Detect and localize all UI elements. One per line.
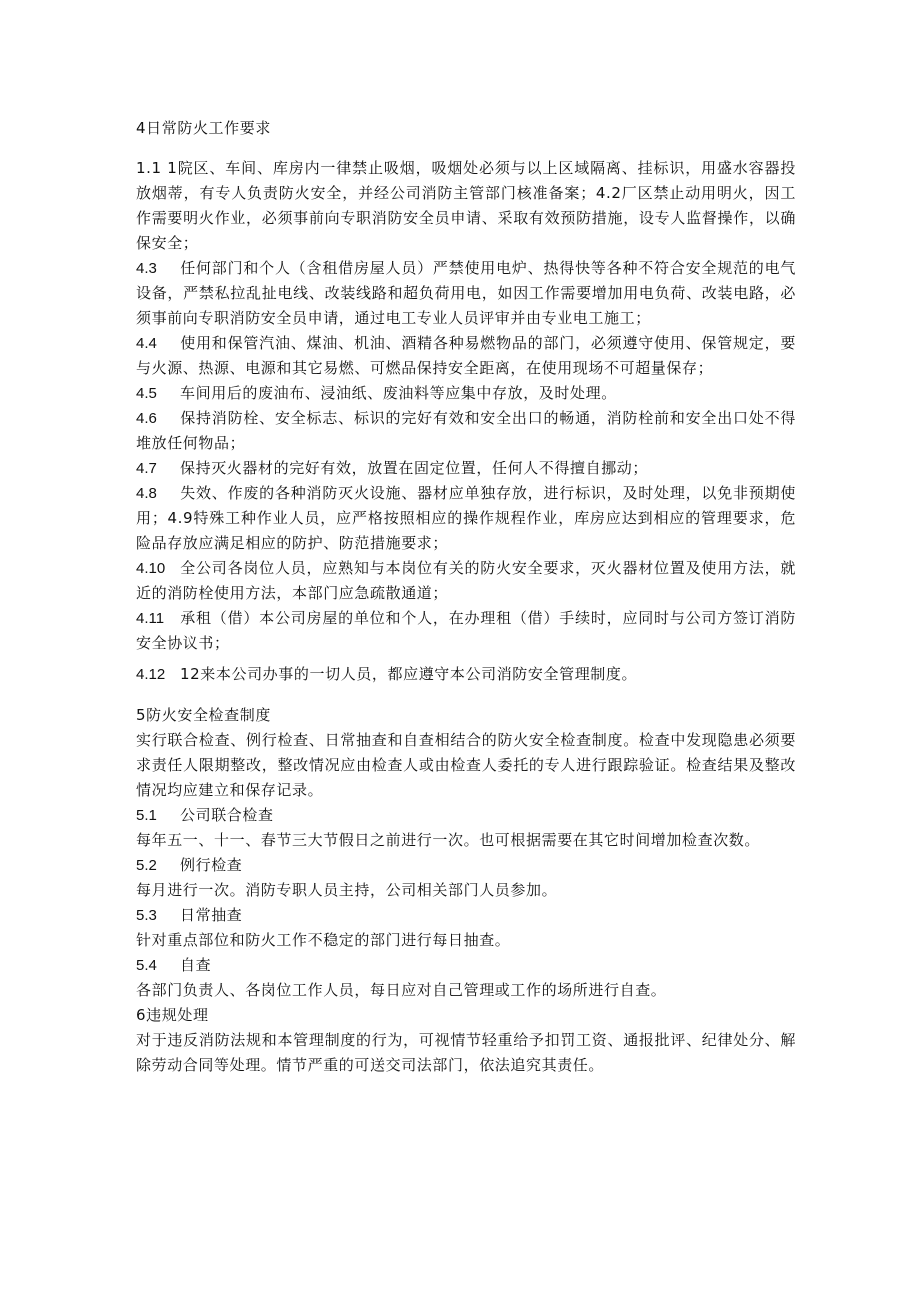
section-6-title: 6违规处理	[136, 1006, 209, 1024]
paragraph-4-3	[136, 256, 796, 331]
subsection-number: 5.3	[136, 907, 157, 924]
item-number: 4.3	[136, 260, 157, 277]
item-text: 车间用后的废油布、浸油纸、废油料等应集中存放，及时处理。	[180, 384, 617, 402]
paragraph-4-12	[136, 662, 796, 687]
section-6-text: 对于违反消防法规和本管理制度的行为，可视情节轻重给予扣罚工资、通报批评、纪律处分、解除劳动合同等处理。情节严重的可送交司法部门，依法追究其责任。	[136, 1031, 796, 1074]
paragraph-4-5	[136, 381, 796, 406]
item-number: 4.12	[136, 666, 166, 683]
subsection-5-3-text: 针对重点部位和防火工作不稳定的部门进行每日抽查。	[136, 931, 511, 949]
item-number: 4.7	[136, 460, 157, 477]
item-text: 使用和保管汽油、煤油、机油、酒精各种易燃物品的部门，必须遵守使用、保管规定，要与火源、热源、电源和其它易燃、可燃品保持安全距离，在使用现场不可超量保存；	[136, 334, 796, 377]
subsection-5-1-title	[136, 803, 796, 828]
item-text: 12来本公司办事的一切人员，都应遵守本公司消防安全管理制度。	[180, 665, 638, 683]
section-5-title: 5防火安全检查制度	[136, 706, 271, 724]
subsection-title: 自查	[180, 956, 212, 974]
item-text: 保持消防栓、安全标志、标识的完好有效和安全出口的畅通，消防栓前和安全出口处不得堆放任何物品；	[136, 409, 796, 452]
paragraph-4-8	[136, 481, 796, 556]
subsection-title: 公司联合检查	[180, 806, 274, 824]
subsection-number: 5.2	[136, 857, 157, 874]
subsection-5-1-text: 每年五一、十一、春节三大节假日之前进行一次。也可根据需要在其它时间增加检查次数。	[136, 831, 761, 849]
paragraph-4-1: 1.1 1院区、车间、库房内一律禁止吸烟，吸烟处必须与以上区域隔离、挂标识，用盛水容器投放烟蒂，有专人负责防火安全，并经公司消防主管部门核准备案；4.2厂区禁止动用明火，因工作需要明火作业，必须事前向专职消防安全员申请、采取有效预防措施，设专人监督操作，以确保安全；	[136, 159, 796, 252]
item-text: 全公司各岗位人员，应熟知与本岗位有关的防火安全要求，灭火器材位置及使用方法，就近的消防栓使用方法，本部门应急疏散通道；	[136, 559, 796, 602]
subsection-number: 5.4	[136, 957, 157, 974]
paragraph-4-7	[136, 456, 796, 481]
paragraph-4-6	[136, 406, 796, 456]
subsection-title: 例行检查	[180, 856, 243, 874]
subsection-5-3-title	[136, 903, 796, 928]
item-text: 失效、作废的各种消防灭火设施、器材应单独存放，进行标识，及时处理，以免非预期使用；4.9特殊工种作业人员，应严格按照相应的操作规程作业，库房应达到相应的管理要求，危险品存放应满足相应的防护、防范措施要求；	[136, 484, 796, 552]
section-4-title: 4日常防火工作要求	[136, 119, 271, 137]
item-number: 4.6	[136, 410, 157, 427]
item-text: 任何部门和个人（含租借房屋人员）严禁使用电炉、热得快等各种不符合安全规范的电气设备，严禁私拉乱扯电线、改装线路和超负荷用电，如因工作需要增加用电负荷、改装电路，必须事前向专职消防安全员申请，通过电工专业人员评审并由专业电工施工；	[136, 259, 796, 327]
item-number: 4.5	[136, 385, 157, 402]
subsection-5-4-text: 各部门负责人、各岗位工作人员，每日应对自己管理或工作的场所进行自查。	[136, 981, 667, 999]
subsection-5-2-text: 每月进行一次。消防专职人员主持，公司相关部门人员参加。	[136, 881, 558, 899]
item-number: 4.4	[136, 335, 157, 352]
section-5	[136, 703, 796, 1078]
subsection-number: 5.1	[136, 807, 157, 824]
subsection-5-4-title	[136, 953, 796, 978]
section-5-intro: 实行联合检查、例行检查、日常抽查和自查相结合的防火安全检查制度。检查中发现隐患必须要求责任人限期整改，整改情况应由检查人或由检查人委托的专人进行跟踪验证。检查结果及整改情况均应建立和保存记录。	[136, 731, 796, 799]
item-number: 4.10	[136, 560, 166, 577]
item-text: 承租（借）本公司房屋的单位和个人，在办理租（借）手续时，应同时与公司方签订消防安全协议书；	[136, 609, 796, 652]
item-number: 4.8	[136, 485, 157, 502]
item-text: 保持灭火器材的完好有效，放置在固定位置，任何人不得擅自挪动；	[180, 459, 649, 477]
paragraph-4-11	[136, 606, 796, 656]
section-4-body	[136, 156, 796, 687]
paragraph-4-10	[136, 556, 796, 606]
paragraph-4-4	[136, 331, 796, 381]
item-number: 4.11	[136, 610, 165, 627]
subsection-title: 日常抽查	[180, 906, 243, 924]
subsection-5-2-title	[136, 853, 796, 878]
